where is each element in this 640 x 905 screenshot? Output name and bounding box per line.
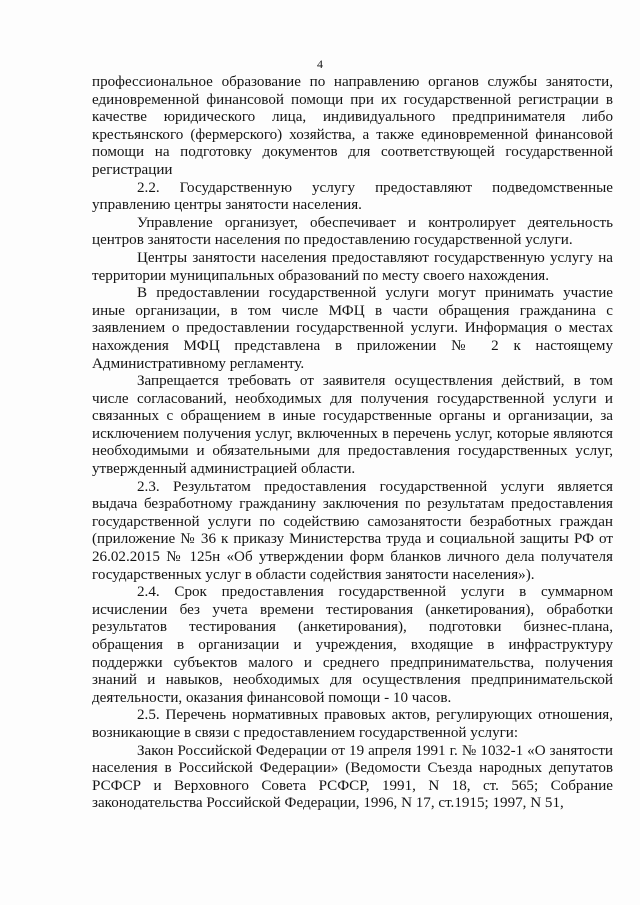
- paragraph-2-4: 2.4. Срок предоставления государственной услуги в суммарном исчислении без учета времени тестирования (анкетирования), обработки результатов тестирования (анкетирования), подготовки бизнес-плана, обращения в организации и учреждения, входящие в инфраструктуру поддержки субъектов малого и среднего предпринимательства, получения знаний и навыков, необходимых для осуществления предпринимательской деятельности, оказания финансовой помощи - 10 часов.: [92, 584, 613, 706]
- paragraph-2-3: 2.3. Результатом предоставления государственной услуги является выдача безработному гражданину заключения по результатам предоставления государственной услуги по содействию самозанятости безработных граждан (приложение № 36 к приказу Министерства труда и социальной защиты РФ от 26.02.2015 № 125н «Об утверждении форм бланков личного дела получателя государственных услуг в области содействия занятости населения»).: [92, 478, 613, 583]
- page-number: 4: [317, 57, 323, 71]
- paragraph-continuation: профессиональное образование по направлению органов службы занятости, единовременной финансовой помощи при их государственной регистрации в качестве юридического лица, индивидуального предпринимателя либо крестьянского (фермерского) хозяйства, а также единовременной финансовой помощи на подготовку документов для соответствующей государственной регистрации: [92, 74, 613, 178]
- paragraph-employment-centers: Центры занятости населения предоставляют государственную услугу на территории муниципальных образований по месту своего нахождения.: [92, 249, 613, 284]
- paragraph-2-5: 2.5. Перечень нормативных правовых актов, регулирующих отношения, возникающие в связи с предоставлением государственной услуги:: [92, 707, 613, 741]
- paragraph-management-organizes: Управление организует, обеспечивает и контролирует деятельность центров занятости населения по предоставлению государственной услуги.: [92, 214, 613, 249]
- paragraph-2-2: 2.2. Государственную услугу предоставляют подведомственные управлению центры занятости населения.: [92, 179, 613, 214]
- paragraph-prohibited-requirements: Запрещается требовать от заявителя осуществления действий, в том числе согласований, необходимых для получения государственной услуги и связанных с обращением в иные государственные органы и организации, за исключением получения услуг, включенных в перечень услуг, которые являются необходимыми и обязательными для предоставления государственных услуг, утвержденный администрацией области.: [92, 373, 613, 478]
- paragraph-law-reference: Закон Российской Федерации от 19 апреля 1991 г. № 1032-1 «О занятости населения в Российской Федерации» (Ведомости Съезда народных депутатов РСФСР и Верховного Совета РСФСР, 1991, N 18, ст. 565; Собрание законодательства Российской Федерации, 1996, N 17, ст.1915; 1997, N 51,: [92, 742, 613, 812]
- document-body: [92, 74, 613, 813]
- paragraph-mfc-participation: В предоставлении государственной услуги могут принимать участие иные организации, в том числе МФЦ в части обращения гражданина с заявлением о предоставлении государственной услуги. Информация о местах нахождения МФЦ представлена в приложении № 2 к настоящему Административному регламенту.: [92, 285, 613, 372]
